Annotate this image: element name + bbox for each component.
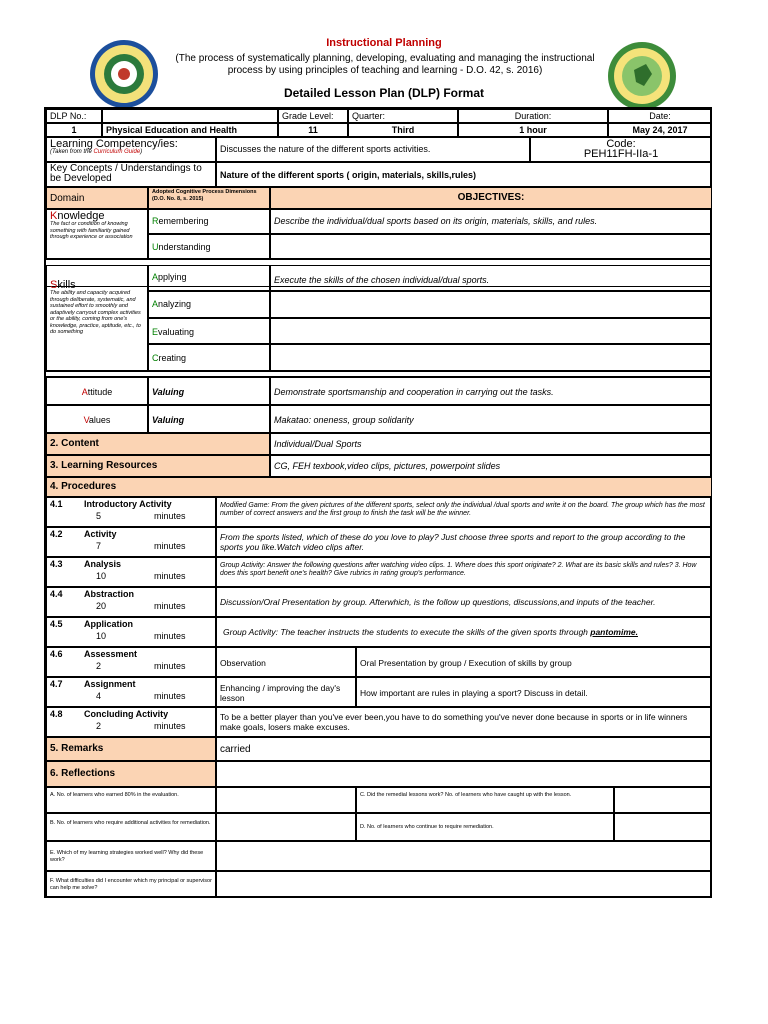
proc-name: Assessment (84, 649, 138, 659)
evaluating-initial: E (152, 327, 159, 337)
duration-value: 1 hour (458, 123, 608, 137)
proc-num: 4.2 (50, 529, 63, 539)
procedure-assessment (46, 647, 216, 677)
date-label: Date: (608, 109, 712, 123)
attitude-level: Valuing (148, 377, 270, 405)
code-label: Code: (606, 138, 636, 150)
attitude-initial: A (81, 387, 88, 397)
objectives-header: OBJECTIVES: (270, 187, 712, 209)
reflection-c-label: C. Did the remedial lessons work? No. of learners who have caught up with the lesson. (356, 787, 614, 813)
assessment-detail: Oral Presentation by group / Execution of skills by group (356, 647, 712, 677)
objective-creating (270, 344, 712, 371)
proc-name: Application (84, 619, 133, 629)
reflection-d-answer (614, 813, 712, 841)
objective-applying: Execute the skills of the chosen individual/dual sports. (270, 265, 712, 291)
proc-num: 4.6 (50, 649, 63, 659)
instructional-planning-title: Instructional Planning (326, 37, 442, 49)
application-text-pre: Group Activity: The teacher instructs the students to execute the skills of the given sports through (223, 627, 591, 637)
source-prefix: (Taken from the (50, 149, 94, 155)
level-remembering (148, 209, 270, 234)
proc-name: Concluding Activity (84, 709, 169, 719)
reflection-d-label: D. No. of learners who continue to require remediation. (356, 813, 614, 841)
proc-minutes-label: minutes (154, 631, 186, 641)
proc-minutes-value: 2 (96, 721, 102, 731)
creating-rest: reating (158, 353, 187, 363)
subject-label-blank (102, 109, 278, 123)
knowledge-title (50, 211, 144, 221)
competency-label-cell (46, 137, 216, 162)
reflection-f-label: F. What difficulties did I encounter which my principal or supervisor can help me solve? (46, 871, 216, 898)
application-text-emphasis: pantomime. (590, 627, 638, 637)
proc-minutes-value: 2 (96, 661, 102, 671)
content-text: Individual/Dual Sports (270, 433, 712, 455)
objective-evaluating (270, 318, 712, 344)
values-level: Valuing (148, 405, 270, 433)
proc-name: Analysis (84, 559, 122, 569)
document-header (0, 0, 768, 105)
procedure-application (46, 617, 216, 647)
remembering-rest: emembering (158, 216, 209, 226)
proc-minutes-value: 5 (96, 511, 102, 521)
analyzing-initial: A (152, 299, 159, 309)
procedure-activity-text: From the sports listed, which of these do you love to play? Just choose three sports and report to the group according to the sports you like.Watch video clips after. (216, 527, 712, 557)
remarks-label: 5. Remarks (46, 737, 216, 761)
proc-minutes-value: 10 (96, 571, 107, 581)
grade-level-label: Grade Level: (278, 109, 348, 123)
proc-name: Introductory Activity (84, 499, 172, 509)
procedure-introductory-text: Modified Game: From the given pictures of the different sports, select only the individual /dual sports and write it on the board. The group which has the most number of correct answers and the first group to finish the task will be the winner. (216, 497, 712, 527)
level-understanding (148, 234, 270, 259)
proc-minutes-value: 10 (96, 631, 107, 641)
content-label: 2. Content (46, 433, 270, 455)
procedure-abstraction-text: Discussion/Oral Presentation by group. Afterwhich, is the follow up questions, discussions,and inputs of the teacher. (216, 587, 712, 617)
skills-domain (46, 265, 148, 371)
curriculum-guide-link: Curriculum Guide (93, 149, 141, 155)
reflection-b-label: B. No. of learners who require additional activities for remediation. (46, 813, 216, 841)
skills-initial: S (50, 279, 58, 291)
applying-rest: pplying (158, 272, 187, 282)
reflection-a-label: A. No. of learners who earned 80% in the evaluation. (46, 787, 216, 813)
applying-initial: A (152, 272, 159, 282)
procedures-label: 4. Procedures (46, 477, 712, 497)
reflections-label: 6. Reflections (46, 761, 216, 787)
level-analyzing (148, 291, 270, 318)
proc-name: Activity (84, 529, 117, 539)
resources-label: 3. Learning Resources (46, 455, 270, 477)
skills-rest: kills (57, 279, 76, 291)
values-domain (46, 405, 148, 433)
knowledge-initial: K (50, 210, 58, 222)
proc-minutes-label: minutes (154, 721, 186, 731)
skills-title (50, 280, 144, 290)
proc-minutes-label: minutes (154, 661, 186, 671)
values-objective: Makatao: oneness, group solidarity (270, 405, 712, 433)
code-value: PEH11FH-IIa-1 (583, 148, 659, 160)
competency-text: Discusses the nature of the different sports activities. (216, 137, 530, 162)
deped-seal-logo (606, 40, 678, 112)
proc-num: 4.1 (50, 499, 63, 509)
assignment-purpose: Enhancing / improving the day's lesson (216, 677, 356, 707)
reflection-b-answer (216, 813, 356, 841)
values-rest: alues (88, 415, 111, 425)
proc-num: 4.8 (50, 709, 63, 719)
source-suffix: ) (140, 149, 143, 155)
reflection-a-answer (216, 787, 356, 813)
procedure-analysis-text: Group Activity: Answer the following questions after watching video clips. 1. Where does this sport originate? 2. What are its basic skills and rules? 3. How does this sport benefit one's health? Give rubrics in rating group's performance. (216, 557, 712, 587)
dimensions-header: Adopted Cognitive Process Dimensions (D.O. No. 8, s. 2015) (148, 187, 270, 209)
proc-name: Abstraction (84, 589, 135, 599)
reflections-text (216, 761, 712, 787)
procedure-concluding (46, 707, 216, 737)
procedure-concluding-text: To be a better player than you've ever been,you have to do something you've never done because in sports or in life winners make goals, losers make excuses. (216, 707, 712, 737)
knowledge-rest: nowledge (57, 210, 105, 222)
proc-minutes-value: 20 (96, 601, 107, 611)
attitude-objective: Demonstrate sportsmanship and cooperation in carrying out the tasks. (270, 377, 712, 405)
knowledge-domain (46, 209, 148, 259)
subject-value: Physical Education and Health (102, 123, 278, 137)
date-value: May 24, 2017 (608, 123, 712, 137)
dlp-no-label: DLP No.: (46, 109, 102, 123)
key-concepts-label: Key Concepts / Understandings to be Developed (46, 162, 216, 187)
reflection-e-label: E. Which of my learning strategies worked well? Why did these work? (46, 841, 216, 871)
code-cell (530, 137, 712, 162)
analyzing-rest: nalyzing (158, 299, 192, 309)
evaluating-rest: valuating (158, 327, 195, 337)
understanding-rest: nderstanding (158, 242, 211, 252)
remembering-initial: R (152, 216, 159, 226)
procedure-assignment (46, 677, 216, 707)
creating-initial: C (152, 353, 159, 363)
dlp-no-value: 1 (46, 123, 102, 137)
attitude-domain (46, 377, 148, 405)
assessment-method: Observation (216, 647, 356, 677)
remarks-text: carried (216, 737, 712, 761)
proc-num: 4.5 (50, 619, 63, 629)
values-initial: V (83, 415, 89, 425)
key-concepts-text: Nature of the different sports ( origin, materials, skills,rules) (216, 162, 712, 187)
resources-text: CG, FEH texbook,video clips, pictures, powerpoint slides (270, 455, 712, 477)
reflection-e-answer (216, 841, 712, 871)
proc-minutes-label: minutes (154, 601, 186, 611)
dlp-format-title: Detailed Lesson Plan (DLP) Format (283, 86, 485, 100)
attitude-rest: ttitude (87, 387, 113, 397)
understanding-initial: U (152, 242, 159, 252)
proc-num: 4.4 (50, 589, 63, 599)
proc-minutes-label: minutes (154, 541, 186, 551)
skills-description: The ability and capacity acquired through deliberate, systematic, and sustained effort to smoothly and adaptively carryout complex activities or the ability, coming from one's knowledge, practice, aptitude, etc., to do something (50, 290, 141, 335)
procedure-introductory (46, 497, 216, 527)
quarter-value: Third (348, 123, 458, 137)
competency-source (50, 149, 212, 156)
proc-minutes-label: minutes (154, 571, 186, 581)
level-evaluating (148, 318, 270, 344)
procedure-analysis (46, 557, 216, 587)
reflection-c-answer (614, 787, 712, 813)
instructional-planning-subtitle: (The process of systematically planning, developing, evaluating and managing the instructional process by using principles of teaching and learning - D.O. 42, s. 2016) (175, 53, 595, 76)
knowledge-description: The fact or condition of knowing something with familiarity gained through experience or association (50, 221, 133, 240)
level-applying (148, 265, 270, 291)
assignment-detail: How important are rules in playing a sport? Discuss in detail. (356, 677, 712, 707)
objective-remembering: Describe the individual/dual sports based on its origin, materials, skills, and rules. (270, 209, 712, 234)
procedure-activity (46, 527, 216, 557)
objective-understanding (270, 234, 712, 259)
proc-minutes-label: minutes (154, 511, 186, 521)
lesson-plan-table (44, 107, 712, 898)
proc-name: Assignment (84, 679, 136, 689)
competency-label: Learning Competency/ies: (50, 138, 178, 150)
duration-label: Duration: (458, 109, 608, 123)
proc-minutes-value: 7 (96, 541, 102, 551)
proc-minutes-value: 4 (96, 691, 102, 701)
proc-minutes-label: minutes (154, 691, 186, 701)
proc-num: 4.3 (50, 559, 63, 569)
grade-level-value: 11 (278, 123, 348, 137)
proc-num: 4.7 (50, 679, 63, 689)
reflection-f-answer (216, 871, 712, 898)
procedure-application-text (216, 617, 712, 647)
objective-analyzing (270, 291, 712, 318)
procedure-abstraction (46, 587, 216, 617)
domain-header: Domain (46, 187, 148, 209)
level-creating (148, 344, 270, 371)
quarter-label: Quarter: (348, 109, 458, 123)
